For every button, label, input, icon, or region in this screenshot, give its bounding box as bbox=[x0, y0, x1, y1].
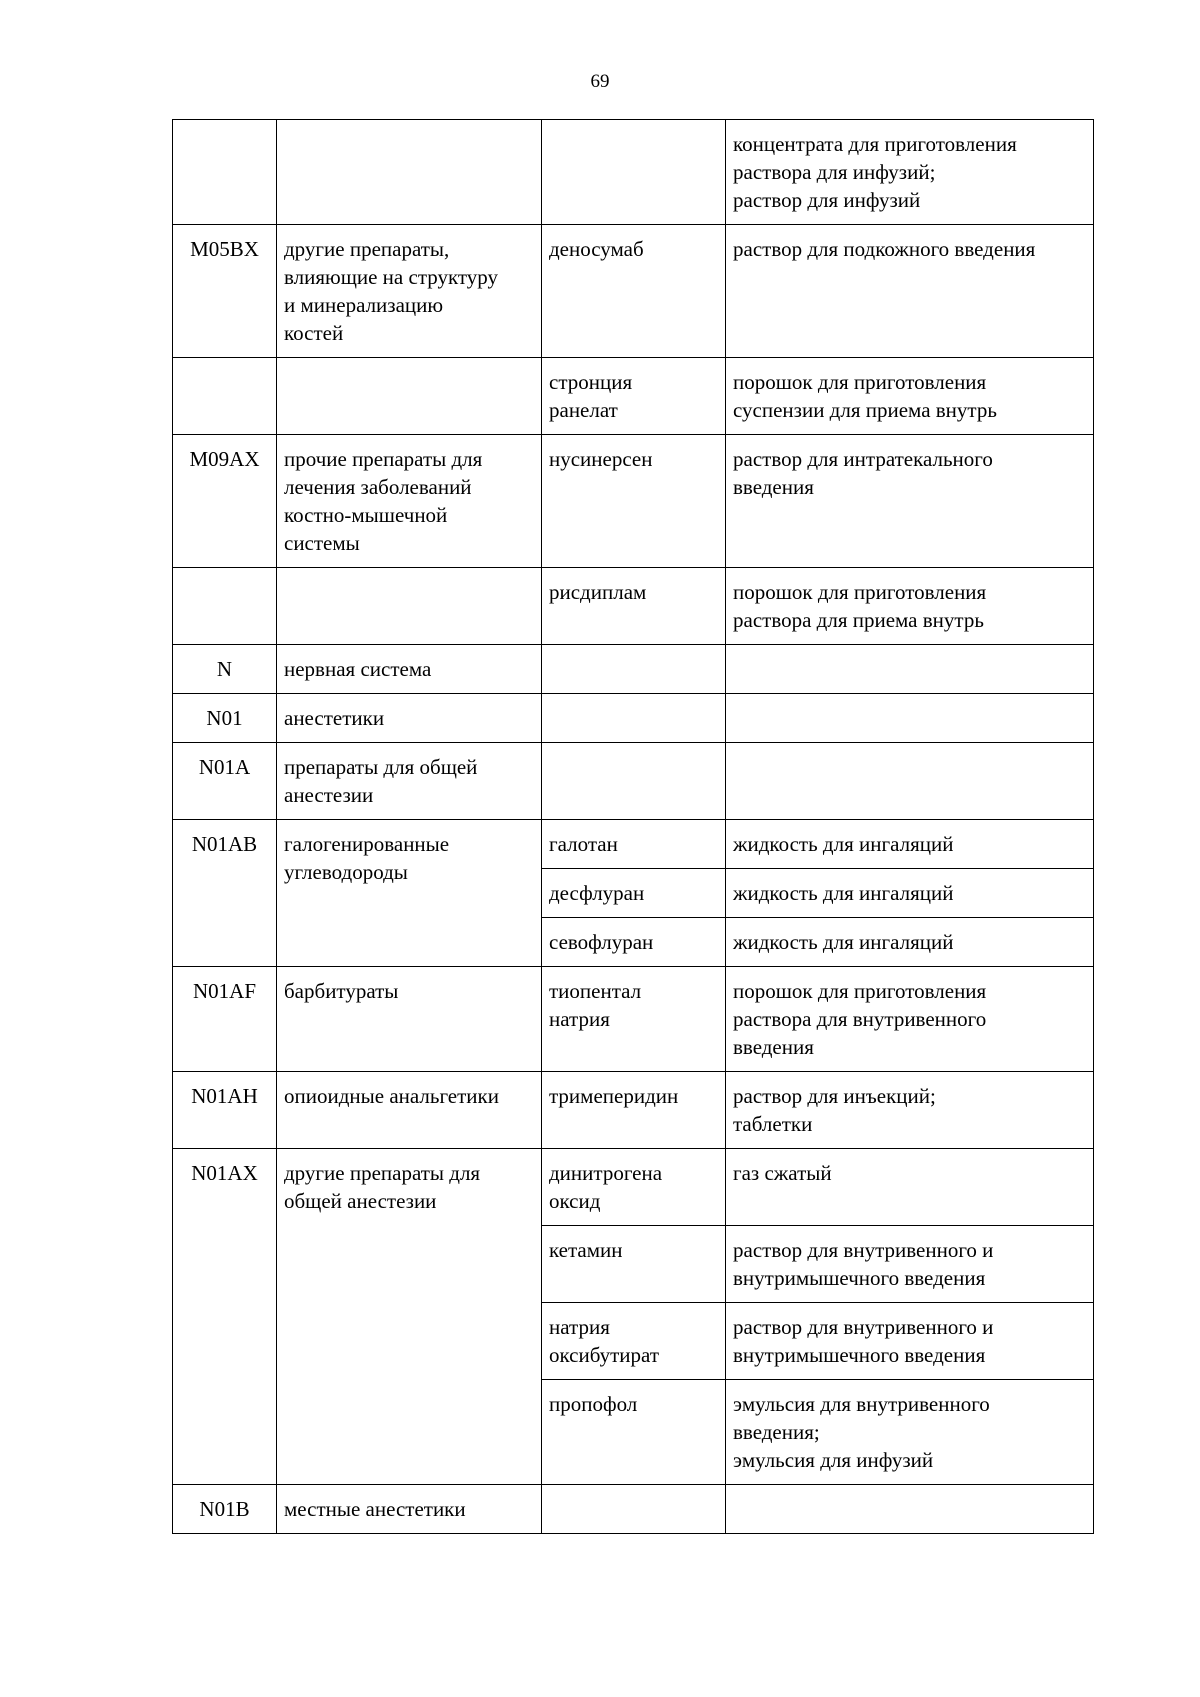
dosage-form-cell: раствор для инъекций; таблетки bbox=[726, 1072, 1094, 1149]
table-row bbox=[173, 435, 1094, 568]
drug-cell: кетамин bbox=[542, 1226, 726, 1303]
dosage-form-cell bbox=[726, 743, 1094, 820]
atc-code-cell bbox=[173, 358, 277, 435]
dosage-form-cell bbox=[726, 694, 1094, 743]
atc-code-cell: N01B bbox=[173, 1485, 277, 1534]
table-row bbox=[173, 568, 1094, 645]
drug-cell bbox=[542, 120, 726, 225]
atc-code-cell: N01AF bbox=[173, 967, 277, 1072]
drug-cell: галотан bbox=[542, 820, 726, 869]
drug-cell: натрия оксибутират bbox=[542, 1303, 726, 1380]
dosage-form-cell bbox=[726, 1485, 1094, 1534]
group-cell: другие препараты для общей анестезии bbox=[277, 1149, 542, 1485]
drug-cell: пропофол bbox=[542, 1380, 726, 1485]
atc-code-cell bbox=[173, 568, 277, 645]
group-cell: прочие препараты для лечения заболеваний костно-мышечной системы bbox=[277, 435, 542, 568]
drug-cell bbox=[542, 1485, 726, 1534]
drug-cell: тримеперидин bbox=[542, 1072, 726, 1149]
drug-cell: тиопентал натрия bbox=[542, 967, 726, 1072]
group-cell bbox=[277, 358, 542, 435]
group-cell: опиоидные анальгетики bbox=[277, 1072, 542, 1149]
atc-code-cell: N bbox=[173, 645, 277, 694]
group-cell: галогенированные углеводороды bbox=[277, 820, 542, 967]
drug-cell: деносумаб bbox=[542, 225, 726, 358]
dosage-form-cell: газ сжатый bbox=[726, 1149, 1094, 1226]
dosage-form-cell: эмульсия для внутривенного введения; эмульсия для инфузий bbox=[726, 1380, 1094, 1485]
table-row bbox=[173, 694, 1094, 743]
group-cell: препараты для общей анестезии bbox=[277, 743, 542, 820]
table-row bbox=[173, 1149, 1094, 1226]
drug-cell bbox=[542, 645, 726, 694]
table-row bbox=[173, 1072, 1094, 1149]
group-cell: другие препараты, влияющие на структуру и минерализацию костей bbox=[277, 225, 542, 358]
drug-cell: динитрогена оксид bbox=[542, 1149, 726, 1226]
drug-cell: стронция ранелат bbox=[542, 358, 726, 435]
drug-cell: десфлуран bbox=[542, 869, 726, 918]
atc-code-cell: N01AH bbox=[173, 1072, 277, 1149]
table-row bbox=[173, 967, 1094, 1072]
atc-code-cell: N01AX bbox=[173, 1149, 277, 1485]
drug-cell: севофлуран bbox=[542, 918, 726, 967]
dosage-form-cell: порошок для приготовления раствора для внутривенного введения bbox=[726, 967, 1094, 1072]
table-row bbox=[173, 225, 1094, 358]
group-cell: нервная система bbox=[277, 645, 542, 694]
drug-cell bbox=[542, 743, 726, 820]
atc-code-cell: M09AX bbox=[173, 435, 277, 568]
dosage-form-cell: жидкость для ингаляций bbox=[726, 918, 1094, 967]
dosage-form-cell: раствор для внутривенного и внутримышечного введения bbox=[726, 1303, 1094, 1380]
atc-code-cell: N01A bbox=[173, 743, 277, 820]
atc-code-cell: N01 bbox=[173, 694, 277, 743]
drug-table bbox=[172, 119, 1094, 1534]
table-row bbox=[173, 1485, 1094, 1534]
drug-cell: рисдиплам bbox=[542, 568, 726, 645]
table-row bbox=[173, 120, 1094, 225]
page-number: 69 bbox=[590, 71, 610, 92]
table-row bbox=[173, 743, 1094, 820]
table-row bbox=[173, 820, 1094, 869]
table-row bbox=[173, 645, 1094, 694]
dosage-form-cell: раствор для интратекального введения bbox=[726, 435, 1094, 568]
dosage-form-cell: жидкость для ингаляций bbox=[726, 820, 1094, 869]
drug-cell: нусинерсен bbox=[542, 435, 726, 568]
group-cell bbox=[277, 120, 542, 225]
atc-code-cell bbox=[173, 120, 277, 225]
group-cell: анестетики bbox=[277, 694, 542, 743]
dosage-form-cell: раствор для подкожного введения bbox=[726, 225, 1094, 358]
dosage-form-cell: концентрата для приготовления раствора для инфузий; раствор для инфузий bbox=[726, 120, 1094, 225]
dosage-form-cell: порошок для приготовления суспензии для приема внутрь bbox=[726, 358, 1094, 435]
drug-cell bbox=[542, 694, 726, 743]
atc-code-cell: N01AB bbox=[173, 820, 277, 967]
dosage-form-cell: жидкость для ингаляций bbox=[726, 869, 1094, 918]
atc-code-cell: M05BX bbox=[173, 225, 277, 358]
group-cell: местные анестетики bbox=[277, 1485, 542, 1534]
group-cell: барбитураты bbox=[277, 967, 542, 1072]
dosage-form-cell: раствор для внутривенного и внутримышечного введения bbox=[726, 1226, 1094, 1303]
table-row bbox=[173, 358, 1094, 435]
dosage-form-cell bbox=[726, 645, 1094, 694]
dosage-form-cell: порошок для приготовления раствора для приема внутрь bbox=[726, 568, 1094, 645]
group-cell bbox=[277, 568, 542, 645]
